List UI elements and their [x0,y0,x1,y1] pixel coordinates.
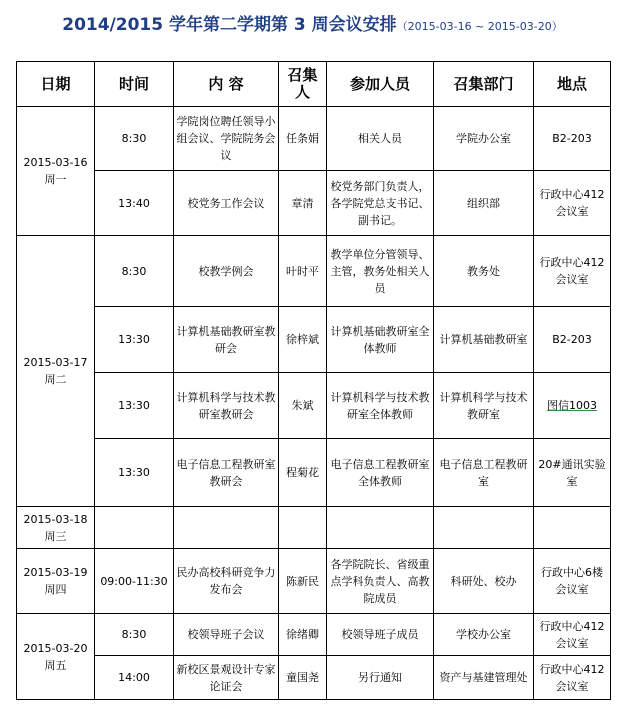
convener-cell: 任条娟 [279,107,327,171]
attendees-cell: 教学单位分管领导、主管，教务处相关人员 [327,236,434,307]
schedule-table [16,61,611,700]
time-cell: 09:00-11:30 [95,549,174,614]
location-cell [534,507,611,549]
dept-cell: 组织部 [434,171,534,236]
dept-cell: 教务处 [434,236,534,307]
table-row [17,507,611,549]
table-row [17,439,611,507]
table-row [17,656,611,700]
weekday-text: 周一 [44,173,67,186]
title-date-range: （2015-03-16 ~ 2015-03-20） [396,20,563,33]
attendees-cell [327,507,434,549]
convener-cell: 程菊花 [279,439,327,507]
date-cell [17,507,95,549]
dept-cell: 计算机科学与技术教研室 [434,373,534,439]
convener-cell: 陈新民 [279,549,327,614]
convener-cell: 叶时平 [279,236,327,307]
weekday-text: 周四 [44,583,67,596]
time-cell: 8:30 [95,614,174,656]
convener-cell: 徐梓斌 [279,307,327,373]
date-text: 2015-03-17 [23,356,88,369]
table-row [17,107,611,171]
content-cell: 民办高校科研竞争力发布会 [174,549,279,614]
table-row [17,307,611,373]
header-time: 时间 [95,62,174,107]
date-text: 2015-03-18 [23,512,88,526]
convener-cell: 章清 [279,171,327,236]
convener-cell: 童国尧 [279,656,327,700]
attendees-cell: 计算机科学与技术教研室全体教师 [327,373,434,439]
location-cell: 行政中心412会议室 [534,171,611,236]
date-cell [17,236,95,507]
location-cell: B2-203 [534,107,611,171]
location-cell: 20#通讯实验室 [534,439,611,507]
content-cell: 校党务工作会议 [174,171,279,236]
time-cell [95,507,174,549]
table-row [17,171,611,236]
content-cell: 新校区景观设计专家论证会 [174,656,279,700]
location-cell: 行政中心412会议室 [534,656,611,700]
time-cell: 8:30 [95,236,174,307]
table-row [17,614,611,656]
dept-cell: 电子信息工程教研室 [434,439,534,507]
time-cell: 14:00 [95,656,174,700]
time-cell: 13:40 [95,171,174,236]
attendees-cell: 各学院院长、省级重点学科负责人、高教院成员 [327,549,434,614]
convener-cell [279,507,327,549]
header-attendees: 参加人员 [327,62,434,107]
table-row [17,549,611,614]
dept-cell: 计算机基础教研室 [434,307,534,373]
content-cell: 计算机基础教研室教研会 [174,307,279,373]
header-content: 内 容 [174,62,279,107]
convener-cell: 朱斌 [279,373,327,439]
date-text: 2015-03-20 [23,641,88,655]
date-text: 2015-03-19 [23,566,88,579]
attendees-cell: 电子信息工程教研室全体教师 [327,439,434,507]
header-convener: 召集人 [279,62,327,107]
content-cell: 电子信息工程教研室教研会 [174,439,279,507]
content-cell: 学院岗位聘任领导小组会议、学院院务会议 [174,107,279,171]
attendees-cell: 相关人员 [327,107,434,171]
page-title [0,10,625,35]
header-location: 地点 [534,62,611,107]
date-cell [17,107,95,236]
time-cell: 8:30 [95,107,174,171]
date-cell [17,614,95,700]
attendees-cell: 另行通知 [327,656,434,700]
title-main: 2014/2015 学年第二学期第 3 周会议安排 [62,15,397,35]
dept-cell: 科研处、校办 [434,549,534,614]
location-cell: 行政中心6楼会议室 [534,549,611,614]
content-cell: 校领导班子会议 [174,614,279,656]
date-text: 2015-03-16 [23,156,88,169]
attendees-cell: 计算机基础教研室全体教师 [327,307,434,373]
location-cell: B2-203 [534,307,611,373]
dept-cell: 资产与基建管理处 [434,656,534,700]
content-cell: 计算机科学与技术教研室教研会 [174,373,279,439]
weekday-text: 周二 [44,373,67,386]
time-cell: 13:30 [95,439,174,507]
attendees-cell: 校党务部门负责人，各学院党总支书记、副书记。 [327,171,434,236]
location-cell: 行政中心412会议室 [534,236,611,307]
time-cell: 13:30 [95,307,174,373]
convener-cell: 徐绪卿 [279,614,327,656]
dept-cell: 学院办公室 [434,107,534,171]
location-cell: 行政中心412会议室 [534,614,611,656]
weekday-text: 周三 [44,529,67,543]
dept-cell: 学校办公室 [434,614,534,656]
date-cell [17,549,95,614]
table-row [17,373,611,439]
dept-cell [434,507,534,549]
content-cell: 校教学例会 [174,236,279,307]
weekday-text: 周五 [44,658,67,672]
content-cell [174,507,279,549]
location-cell: 图信1003 [534,373,611,439]
attendees-cell: 校领导班子成员 [327,614,434,656]
time-cell: 13:30 [95,373,174,439]
header-dept: 召集部门 [434,62,534,107]
header-date: 日期 [17,62,95,107]
table-row [17,236,611,307]
header-row [17,62,611,107]
